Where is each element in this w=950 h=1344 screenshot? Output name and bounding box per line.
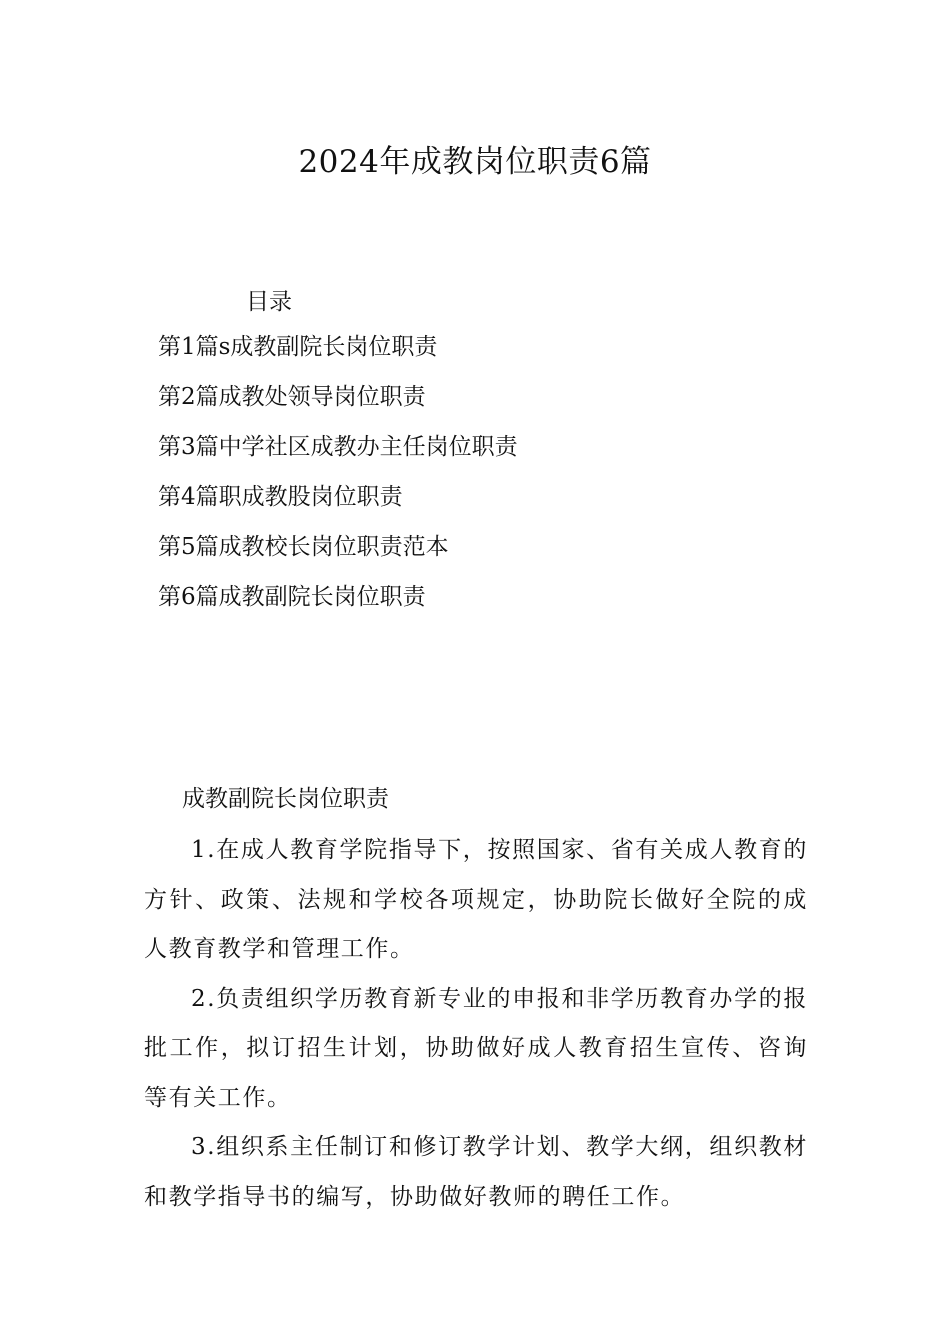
document-title: 2024年成教岗位职责6篇 xyxy=(298,144,652,180)
toc-item: 第3篇中学社区成教办主任岗位职责 xyxy=(158,434,518,460)
toc-item: 第5篇成教校长岗位职责范本 xyxy=(158,534,449,560)
section-heading: 成教副院长岗位职责 xyxy=(182,786,389,812)
paragraph: 3.组织系主任制订和修订教学计划、教学大纲，组织教材和教学指导书的编写，协助做好教师的聘任工作。 xyxy=(144,1134,808,1210)
paragraph: 1.在成人教育学院指导下，按照国家、省有关成人教育的方针、政策、法规和学校各项规定，协助院长做好全院的成人教育教学和管理工作。 xyxy=(144,837,808,962)
table-of-contents xyxy=(158,330,518,630)
paragraph: 2.负责组织学历教育新专业的申报和非学历教育办学的报批工作，拟订招生计划，协助做好成人教育招生宣传、咨询等有关工作。 xyxy=(144,985,808,1111)
toc-item: 第6篇成教副院长岗位职责 xyxy=(158,584,426,610)
toc-item: 第4篇职成教股岗位职责 xyxy=(158,484,403,510)
section-body xyxy=(144,826,808,1222)
toc-item: 第1篇s成教副院长岗位职责 xyxy=(158,334,438,360)
toc-heading: 目录 xyxy=(246,289,292,315)
toc-item: 第2篇成教处领导岗位职责 xyxy=(158,384,426,410)
